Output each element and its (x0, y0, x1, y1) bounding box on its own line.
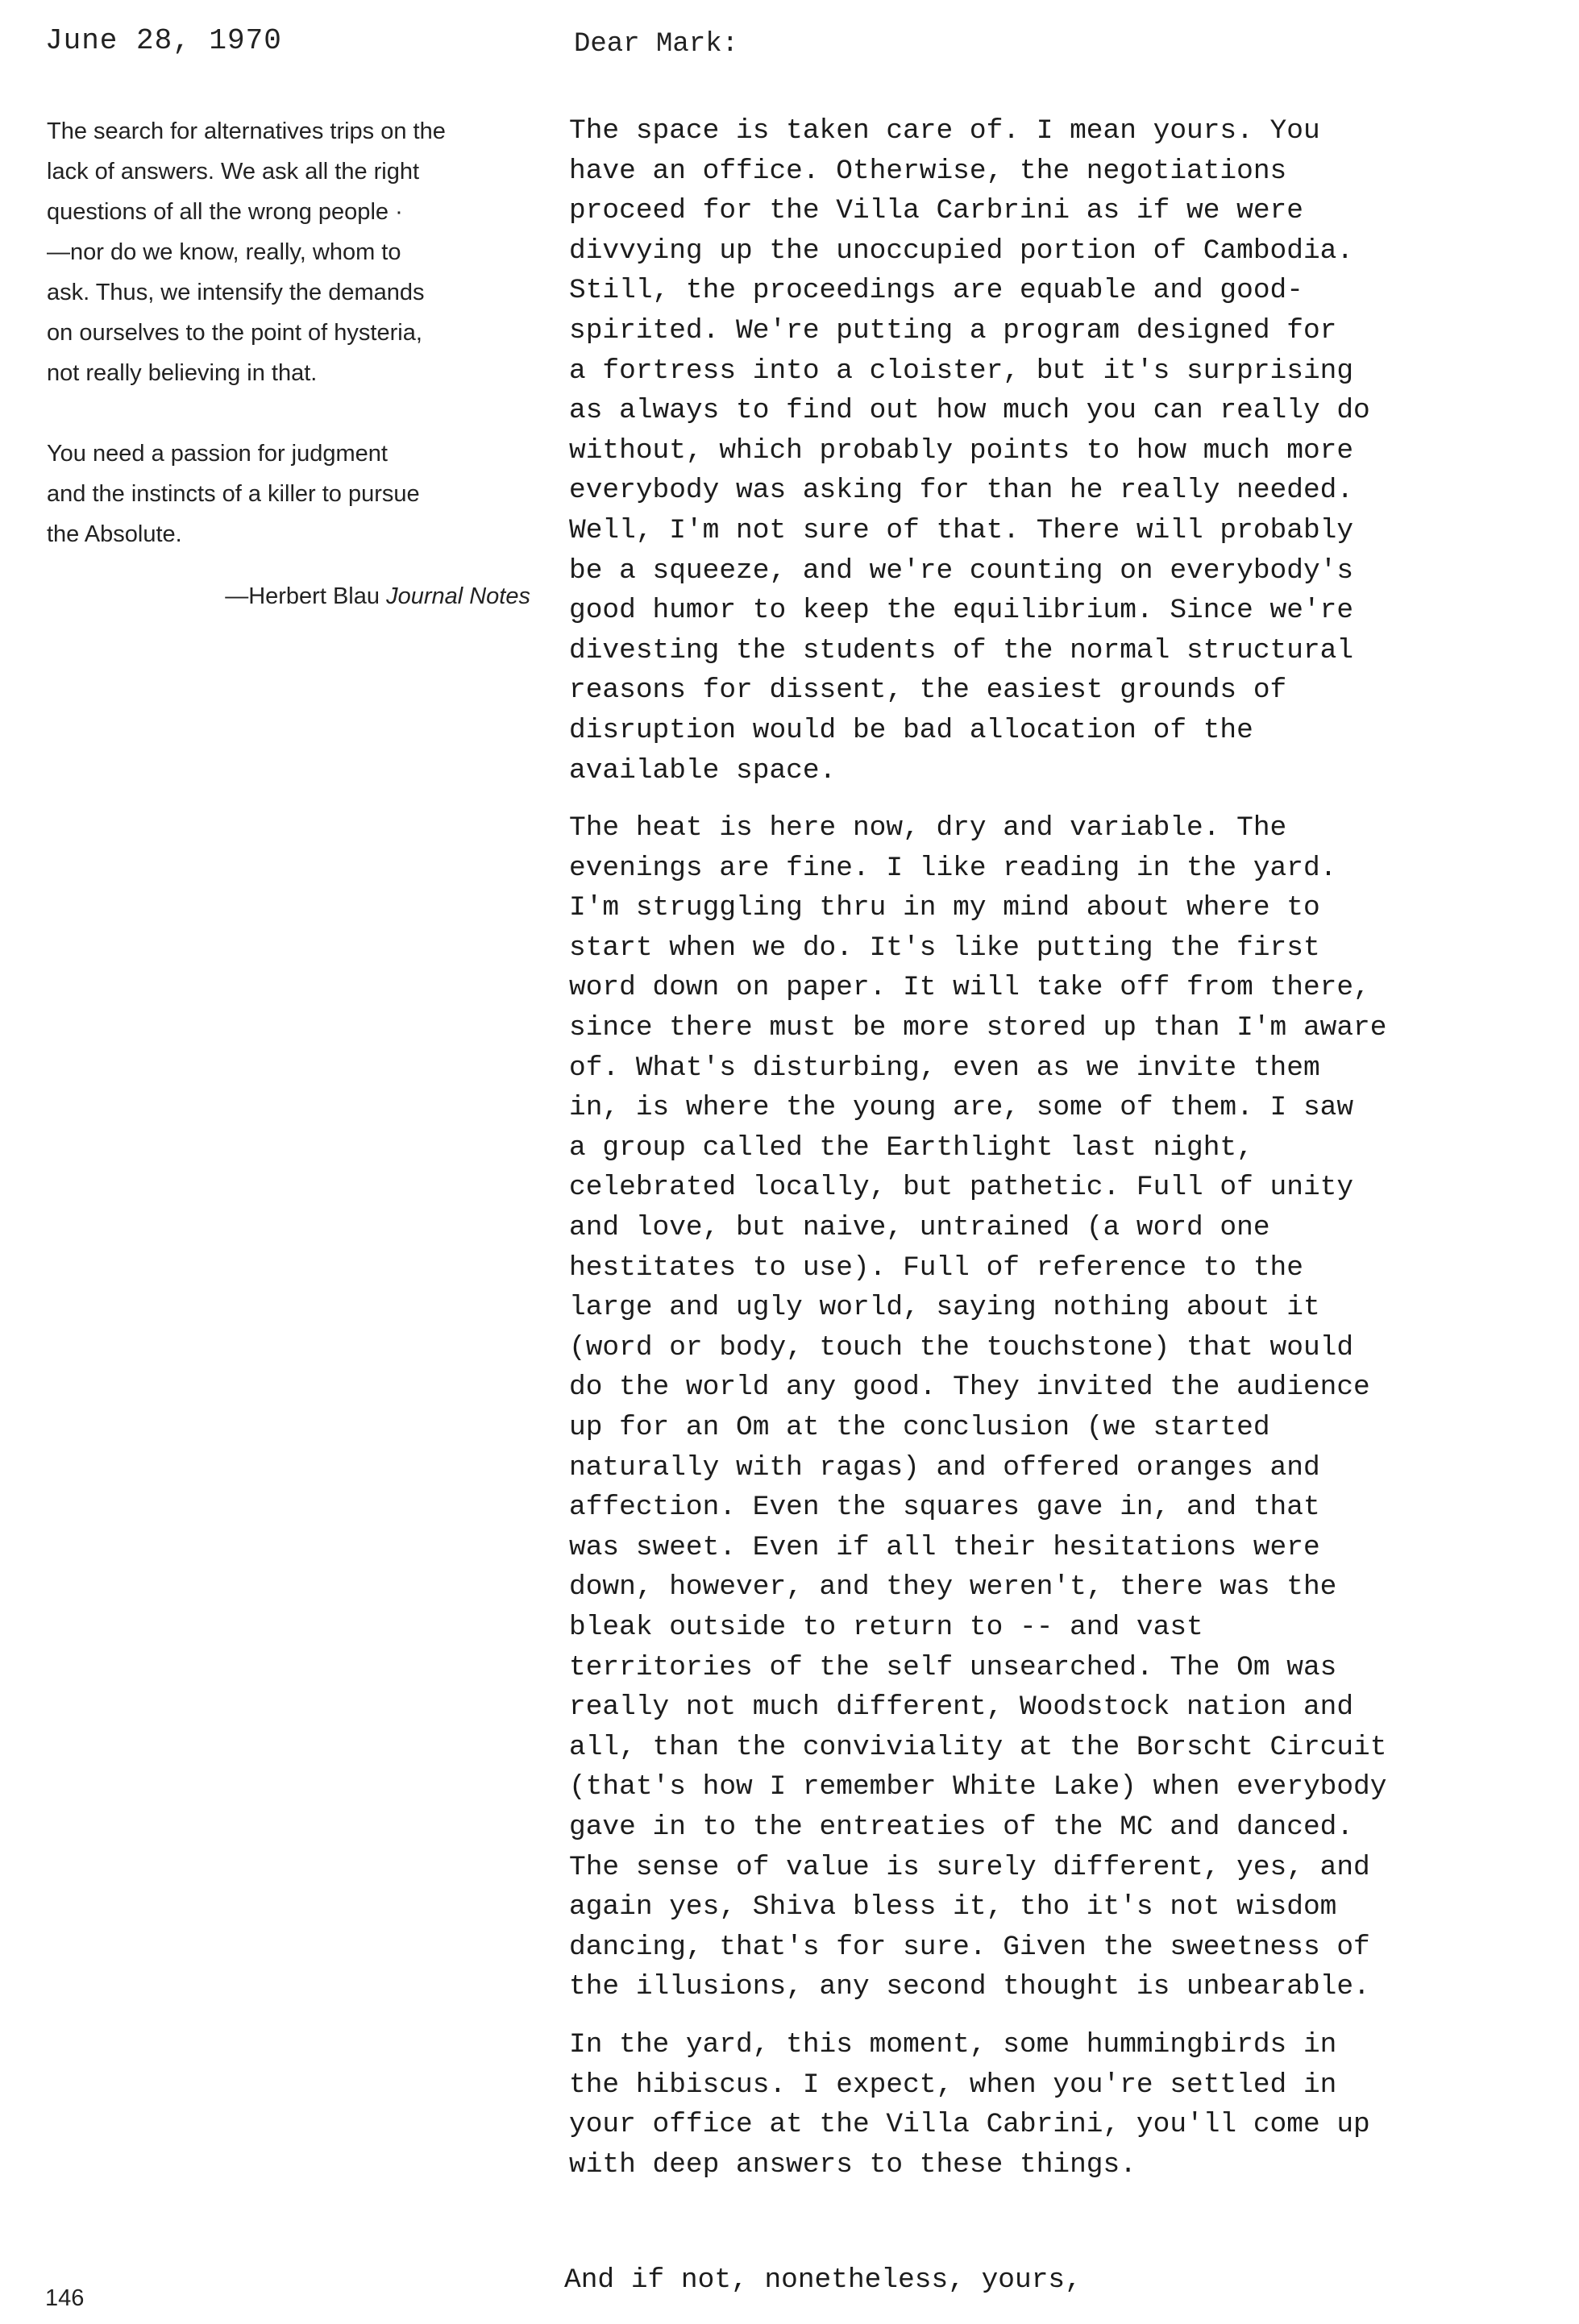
letter-paragraph: The heat is here now, dry and variable. The evenings are fine. I like reading in the yard. I'm struggling thru in my mind about where to start when we do. It's like putting the first word down on paper. It will take off from there, since there must be more stored up than I'm aware of. What's disturbing, even as we invite them in, is where the young are, some of them. I saw a group called the Earthlight last night, celebrated locally, but pathetic. Full of unity and love, but naive, untrained (a word one hestitates to use). Full of reference to the large and ugly world, saying nothing about it (word or body, touch the touchstone) that would do the world any good. They invited the audience up for an Om at the conclusion (we started naturally with ragas) and offered oranges and affection. Even the squares gave in, and that was sweet. Even if all their hesitations were down, however, and they weren't, there was the bleak outside to return to -- and vast territories of the self unsearched. The Om was really not much different, Woodstock nation and all, than the conviviality at the Borscht Circuit (that's how I remember White Lake) when everybody gave in to the entreaties of the MC and danced. The sense of value is surely different, yes, and again yes, Shiva bless it, tho it's not wisdom dancing, that's for sure. Given the sweetness of the illusions, any second thought is unbearable. (569, 812, 1387, 2003)
attribution-author: —Herbert Blau (225, 583, 380, 609)
letter-body (569, 111, 1536, 2202)
epigraph (47, 111, 530, 595)
letter-date: June 28, 1970 (45, 24, 282, 57)
letter-paragraph: In the yard, this moment, some hummingbirds in the hibiscus. I expect, when you're settled in your office at the Villa Cabrini, you'll come up with deep answers to these things. (569, 2028, 1370, 2181)
epigraph-attribution (47, 583, 530, 610)
letter-closing: And if not, nonetheless, yours, (564, 2264, 1082, 2296)
attribution-work: Journal Notes (386, 583, 530, 609)
epigraph-paragraph: The search for alternatives trips on the lack of answers. We ask all the right questions of all the wrong people · —nor do we know, really, whom to ask. Thus, we intensify the demands on ourselves to the point of hysteria, not really believing in that. (47, 118, 446, 386)
epigraph-paragraph: You need a passion for judgment and the instincts of a killer to pursue the Absolute. (47, 441, 420, 547)
page-number: 146 (45, 2285, 85, 2311)
letter-paragraph: The space is taken care of. I mean yours. You have an office. Otherwise, the negotiations proceed for the Villa Carbrini as if we were divvying up the unoccupied portion of Cambodia. Still, the proceedings are equable and good- spirited. We're putting a program designed for a fortress into a cloister, but it's surprising as always to find out how much you can really do without, which probably points to how much more everybody was asking for than he really needed. Well, I'm not sure of that. There will probably be a squeeze, and we're counting on everybody's good humor to keep the equilibrium. Since we're divesting the students of the normal structural reasons for dissent, the easiest grounds of disruption would be bad allocation of the available space. (569, 115, 1370, 786)
letter-salutation: Dear Mark: (574, 29, 739, 60)
